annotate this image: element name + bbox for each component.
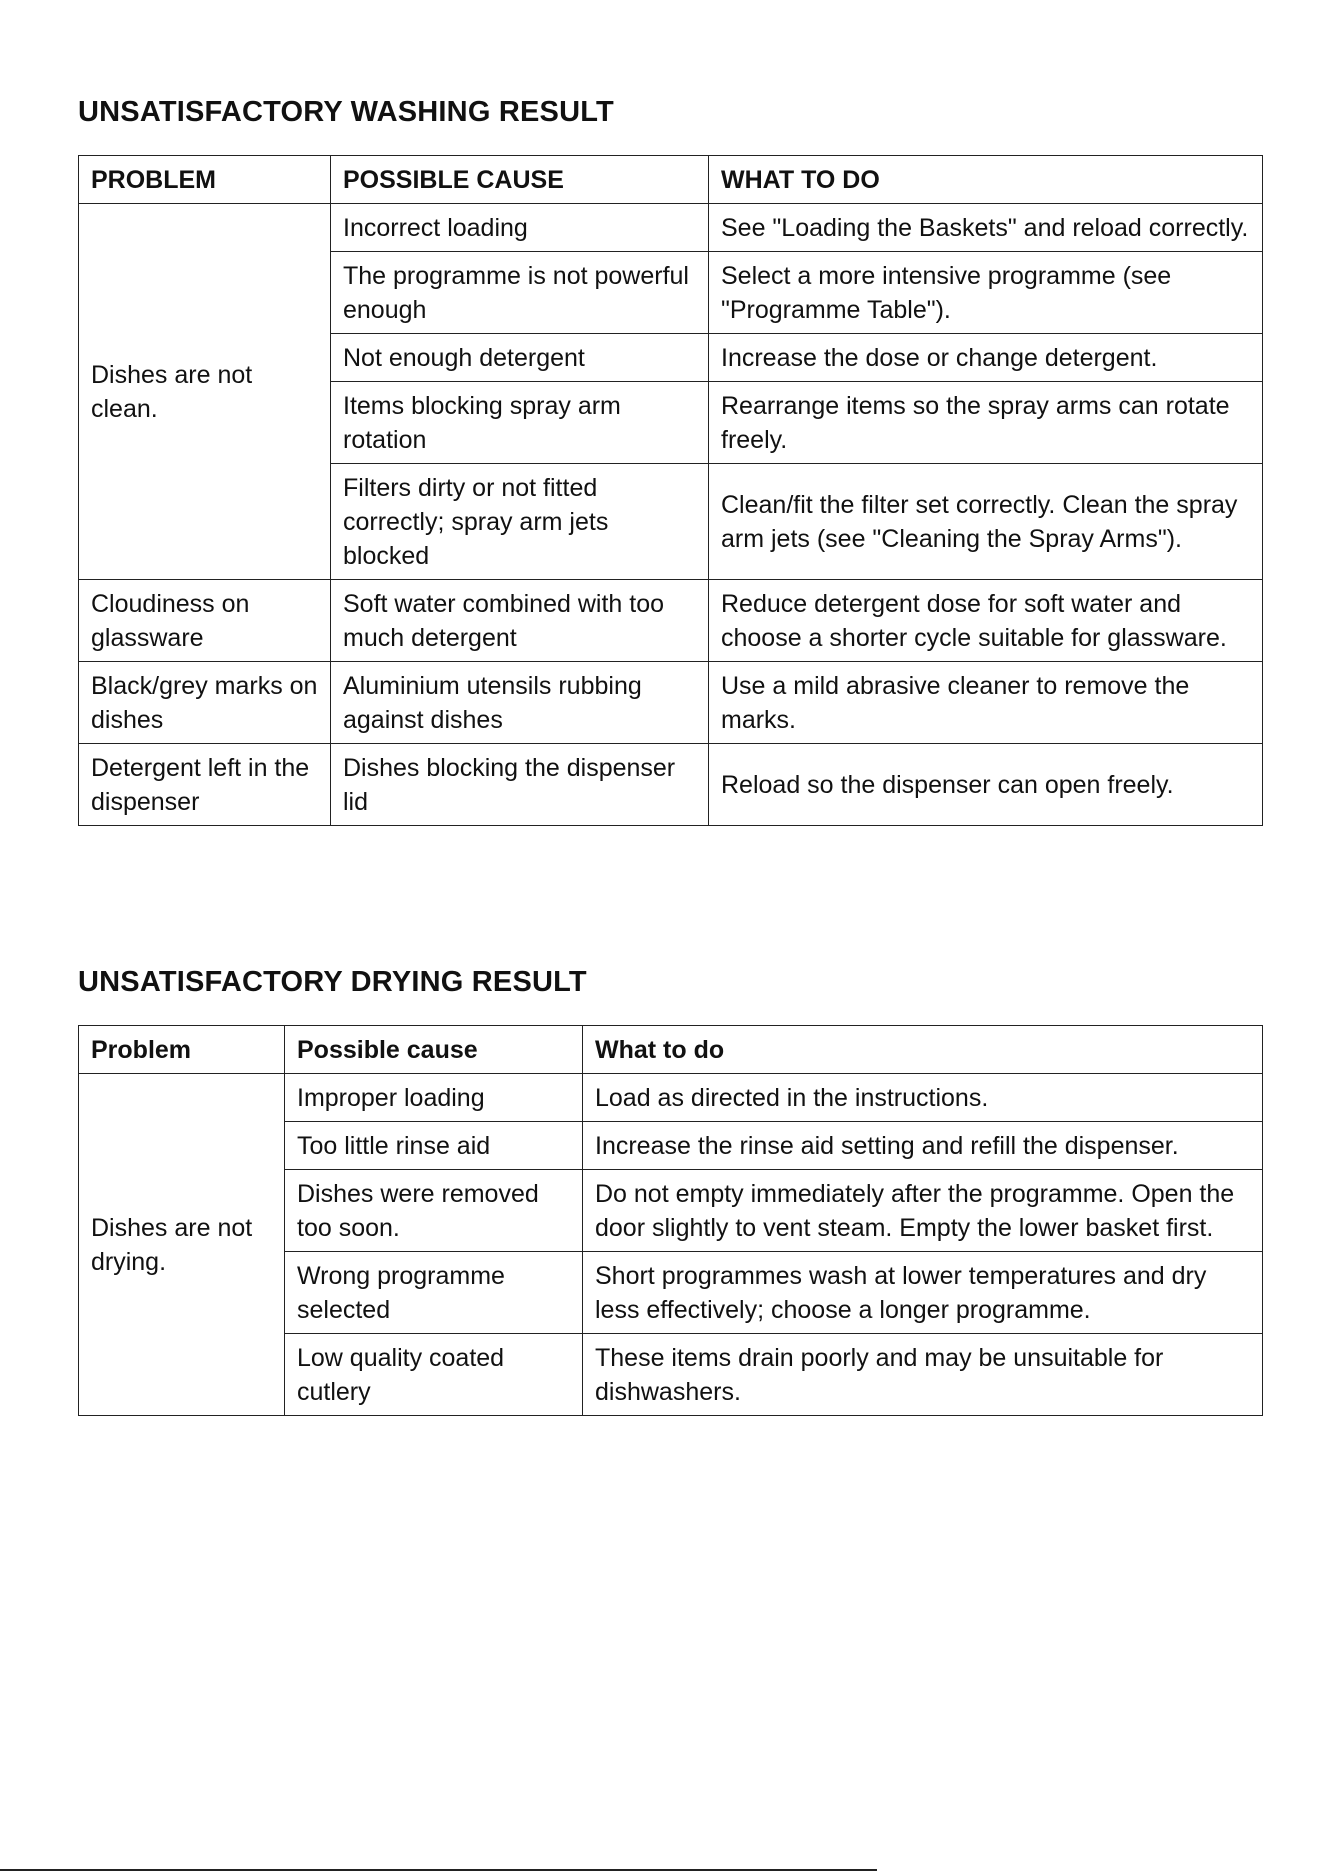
cause-cell: Wrong programme selected <box>285 1252 583 1334</box>
action-cell: See "Loading the Baskets" and reload correctly. <box>709 204 1263 252</box>
table-row <box>79 1074 1263 1122</box>
header-problem: Problem <box>79 1026 285 1074</box>
cause-cell: Filters dirty or not fitted correctly; spray arm jets blocked <box>331 464 709 580</box>
action-cell: Clean/fit the filter set correctly. Clean the spray arm jets (see "Cleaning the Spray Arms"). <box>709 464 1263 580</box>
drying-section-title: UNSATISFACTORY DRYING RESULT <box>78 966 587 998</box>
problem-cell: Cloudiness on glassware <box>79 580 331 662</box>
drying-troubleshooting-table <box>78 1025 1263 1416</box>
footer-divider <box>0 1869 877 1871</box>
problem-cell: Dishes are not drying. <box>79 1074 285 1416</box>
header-possible-cause: Possible cause <box>285 1026 583 1074</box>
action-cell: Do not empty immediately after the programme. Open the door slightly to vent steam. Empty the lower basket first. <box>583 1170 1263 1252</box>
washing-section-title: UNSATISFACTORY WASHING RESULT <box>78 96 614 128</box>
action-cell: Reload so the dispenser can open freely. <box>709 744 1263 826</box>
table-row <box>79 662 1263 744</box>
action-cell: Use a mild abrasive cleaner to remove the marks. <box>709 662 1263 744</box>
action-cell: Short programmes wash at lower temperatures and dry less effectively; choose a longer programme. <box>583 1252 1263 1334</box>
cause-cell: Too little rinse aid <box>285 1122 583 1170</box>
header-possible-cause: POSSIBLE CAUSE <box>331 156 709 204</box>
cause-cell: Dishes were removed too soon. <box>285 1170 583 1252</box>
problem-cell: Black/grey marks on dishes <box>79 662 331 744</box>
cause-cell: The programme is not powerful enough <box>331 252 709 334</box>
table-header-row <box>79 156 1263 204</box>
table-header-row <box>79 1026 1263 1074</box>
table-row <box>79 204 1263 252</box>
washing-troubleshooting-table <box>78 155 1263 826</box>
header-what-to-do: What to do <box>583 1026 1263 1074</box>
table-row <box>79 580 1263 662</box>
cause-cell: Not enough detergent <box>331 334 709 382</box>
cause-cell: Soft water combined with too much detergent <box>331 580 709 662</box>
action-cell: Rearrange items so the spray arms can rotate freely. <box>709 382 1263 464</box>
cause-cell: Aluminium utensils rubbing against dishes <box>331 662 709 744</box>
action-cell: Load as directed in the instructions. <box>583 1074 1263 1122</box>
table-row <box>79 744 1263 826</box>
action-cell: These items drain poorly and may be unsuitable for dishwashers. <box>583 1334 1263 1416</box>
header-what-to-do: WHAT TO DO <box>709 156 1263 204</box>
cause-cell: Incorrect loading <box>331 204 709 252</box>
problem-cell: Dishes are not clean. <box>79 204 331 580</box>
action-cell: Increase the rinse aid setting and refill the dispenser. <box>583 1122 1263 1170</box>
action-cell: Select a more intensive programme (see "Programme Table"). <box>709 252 1263 334</box>
cause-cell: Dishes blocking the dispenser lid <box>331 744 709 826</box>
cause-cell: Improper loading <box>285 1074 583 1122</box>
problem-cell: Detergent left in the dispenser <box>79 744 331 826</box>
header-problem: PROBLEM <box>79 156 331 204</box>
cause-cell: Low quality coated cutlery <box>285 1334 583 1416</box>
cause-cell: Items blocking spray arm rotation <box>331 382 709 464</box>
action-cell: Reduce detergent dose for soft water and choose a shorter cycle suitable for glassware. <box>709 580 1263 662</box>
action-cell: Increase the dose or change detergent. <box>709 334 1263 382</box>
